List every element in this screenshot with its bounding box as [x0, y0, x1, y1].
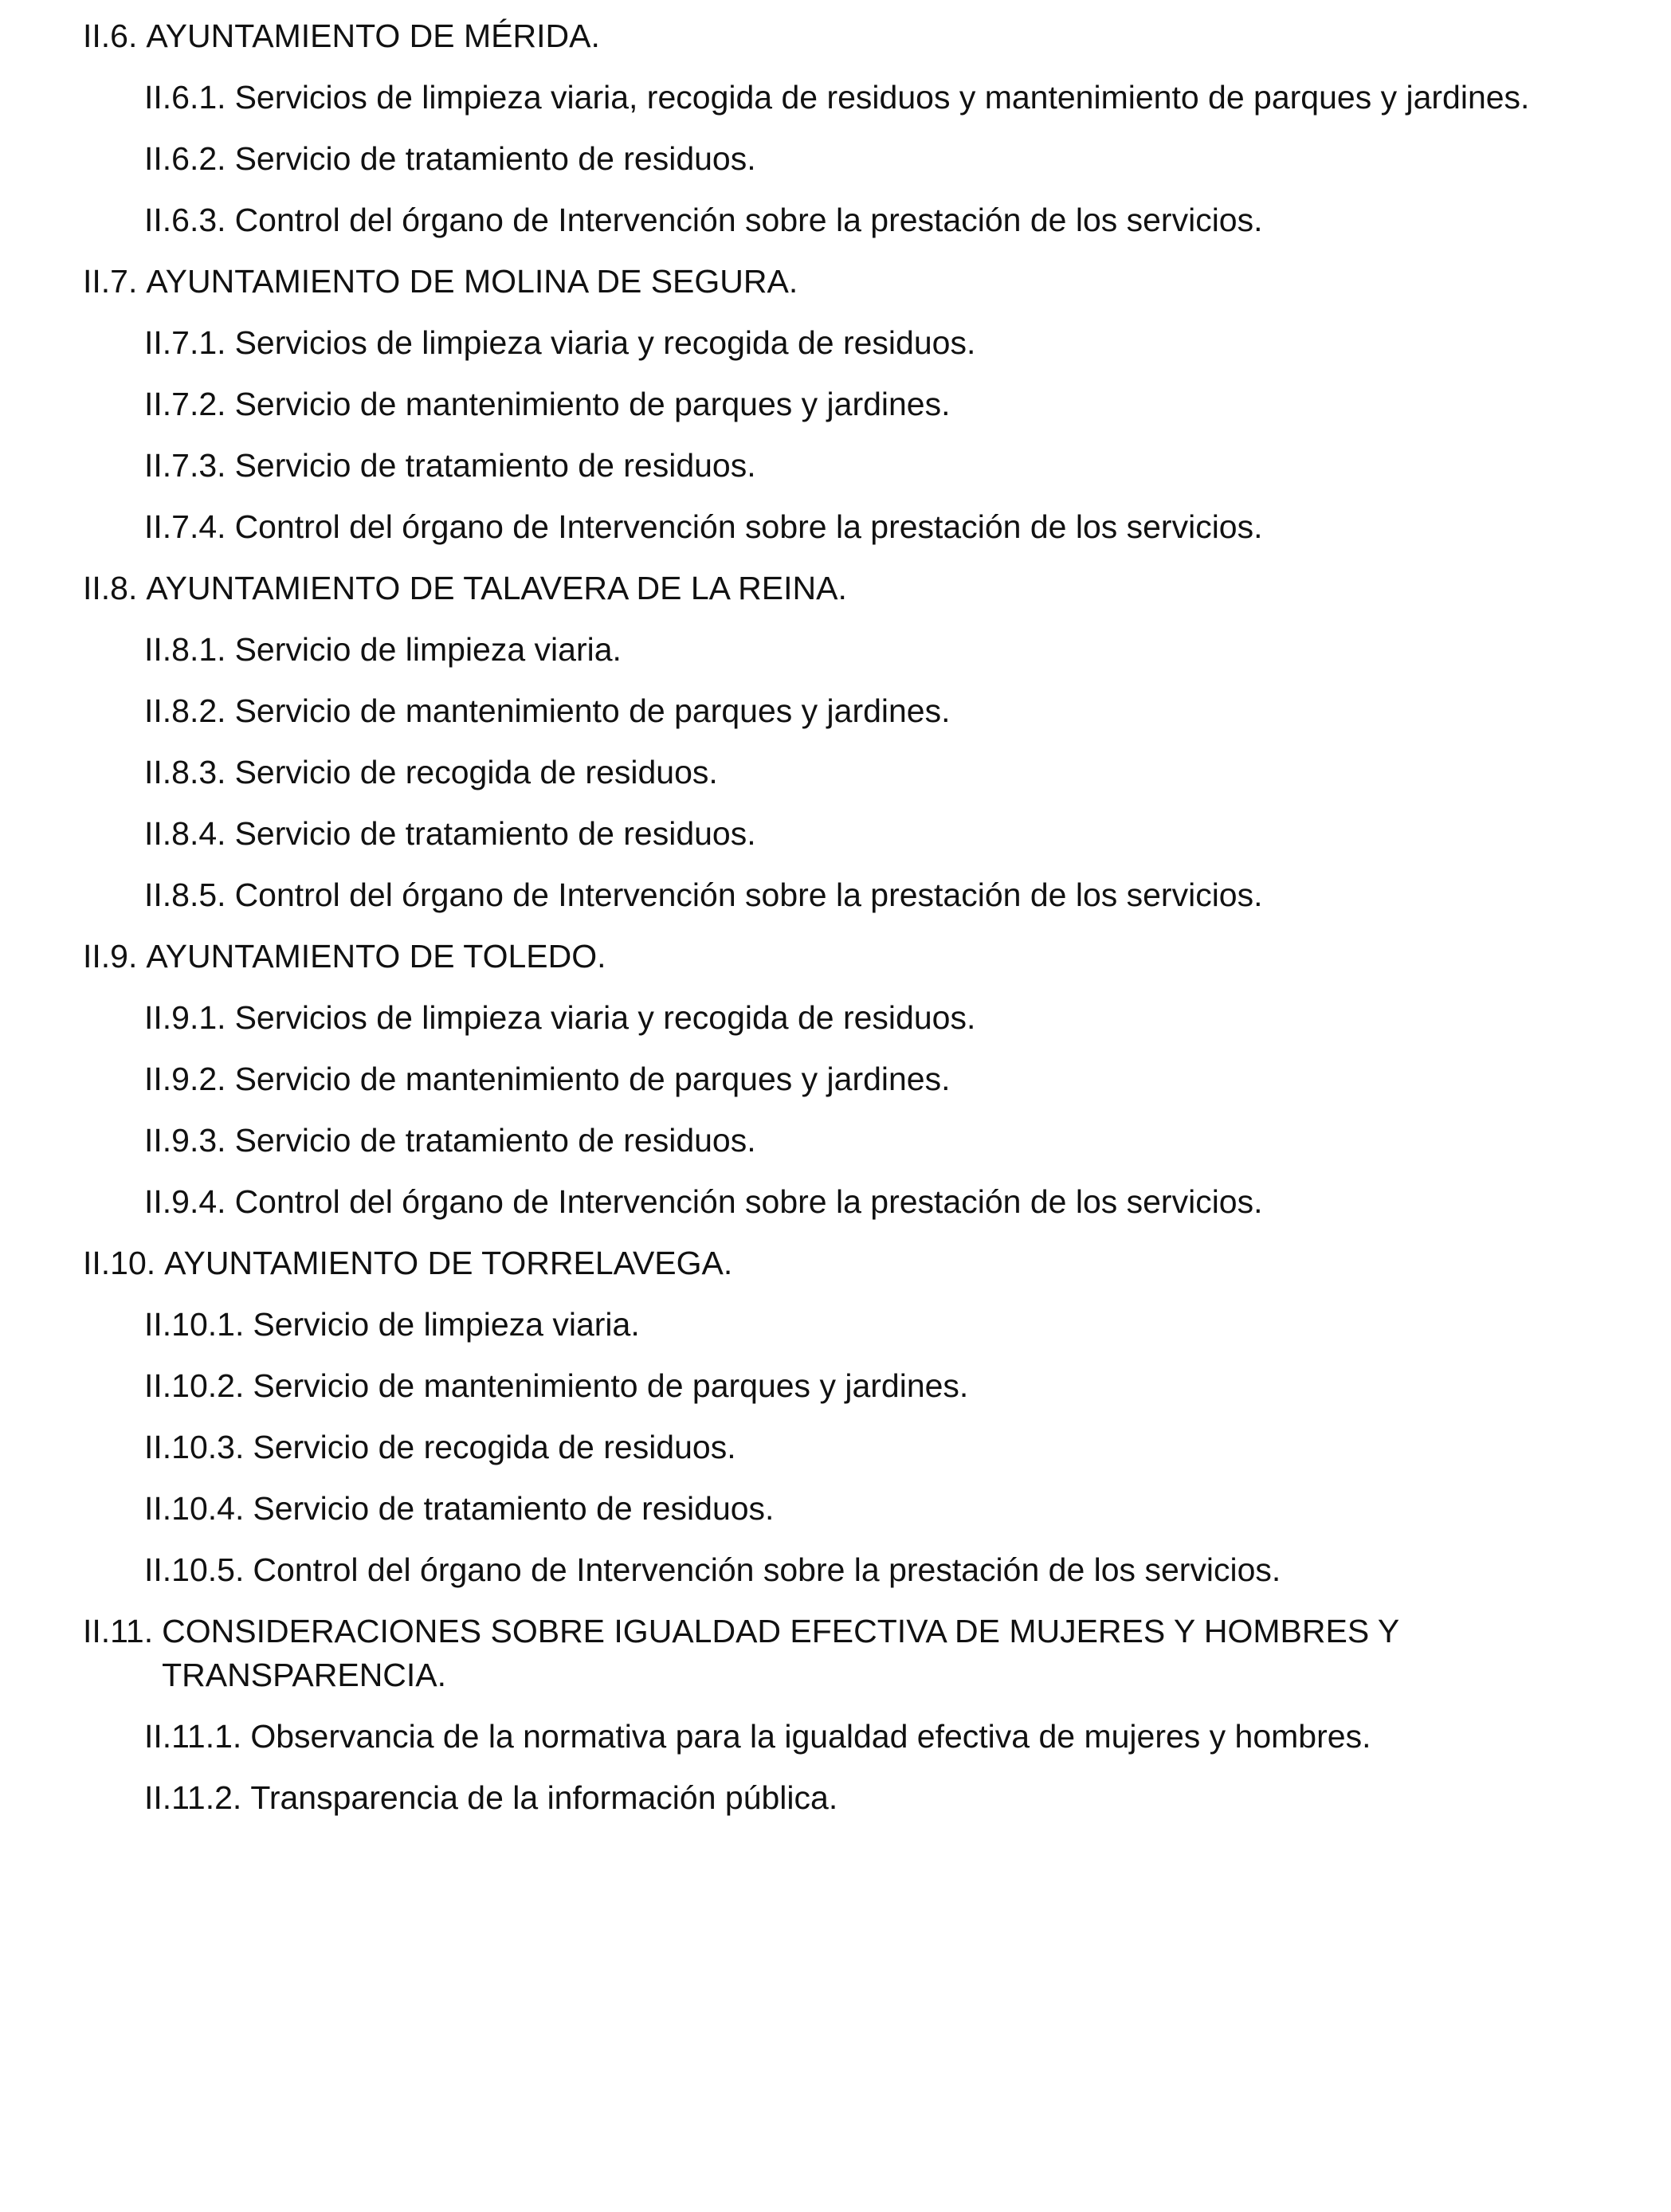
section-number: II.10.: [83, 1245, 156, 1281]
subsection-title: Servicios de limpieza viaria y recogida de residuos.: [234, 999, 976, 1036]
toc-subsection[interactable]: [144, 1364, 1581, 1408]
toc-subsection[interactable]: [144, 1119, 1581, 1163]
subsection-title: Servicio de limpieza viaria.: [253, 1306, 640, 1343]
subsection-number: II.6.1.: [144, 79, 226, 116]
subsection-number: II.8.3.: [144, 754, 226, 790]
toc-subsection[interactable]: [144, 198, 1581, 242]
toc-section-talavera-de-la-reina: [83, 567, 1581, 917]
subsection-number: II.11.2.: [144, 1779, 242, 1816]
subsection-number: II.6.2.: [144, 140, 226, 177]
subsection-number: II.10.5.: [144, 1551, 245, 1588]
section-number: II.9.: [83, 938, 138, 975]
subsection-number: II.10.4.: [144, 1490, 245, 1527]
toc-section-molina-de-segura: [83, 260, 1581, 549]
toc-subsection[interactable]: [144, 628, 1581, 672]
toc-heading[interactable]: [83, 14, 1581, 58]
subsection-title: Control del órgano de Intervención sobre la prestación de los servicios.: [234, 202, 1263, 238]
subsection-number: II.10.1.: [144, 1306, 245, 1343]
toc-subsection[interactable]: [144, 1776, 1581, 1820]
toc-subsection-list: [83, 1303, 1581, 1592]
toc-subsection[interactable]: [144, 812, 1581, 856]
toc-heading[interactable]: [83, 567, 1581, 610]
subsection-title: Servicios de limpieza viaria, recogida de residuos y mantenimiento de parques y jardines.: [234, 79, 1530, 116]
subsection-title: Control del órgano de Intervención sobre la prestación de los servicios.: [253, 1551, 1281, 1588]
subsection-number: II.10.2.: [144, 1367, 245, 1404]
subsection-number: II.9.1.: [144, 999, 226, 1036]
subsection-number: II.8.2.: [144, 692, 226, 729]
section-number: II.6.: [83, 18, 138, 54]
toc-subsection[interactable]: [144, 1715, 1581, 1759]
subsection-title: Servicio de tratamiento de residuos.: [234, 815, 756, 852]
subsection-title: Servicio de tratamiento de residuos.: [234, 1122, 756, 1159]
toc-heading[interactable]: [83, 1610, 1581, 1697]
toc-section-torrelavega: [83, 1241, 1581, 1592]
toc-subsection[interactable]: [144, 996, 1581, 1040]
subsection-number: II.9.4.: [144, 1183, 226, 1220]
subsection-title: Servicios de limpieza viaria y recogida de residuos.: [234, 324, 976, 361]
toc-section-merida: [83, 14, 1581, 242]
subsection-number: II.9.3.: [144, 1122, 226, 1159]
section-title: AYUNTAMIENTO DE MÉRIDA.: [146, 18, 600, 54]
subsection-title: Control del órgano de Intervención sobre la prestación de los servicios.: [234, 1183, 1263, 1220]
subsection-number: II.11.1.: [144, 1718, 242, 1755]
section-title: AYUNTAMIENTO DE TORRELAVEGA.: [164, 1245, 733, 1281]
subsection-title: Servicio de mantenimiento de parques y jardines.: [253, 1367, 969, 1404]
toc-subsection[interactable]: [144, 382, 1581, 426]
toc-subsection[interactable]: [144, 751, 1581, 794]
table-of-contents: [83, 14, 1581, 1837]
toc-heading[interactable]: [83, 260, 1581, 304]
subsection-number: II.8.4.: [144, 815, 226, 852]
toc-subsection[interactable]: [144, 1303, 1581, 1347]
subsection-number: II.7.3.: [144, 447, 226, 484]
toc-subsection[interactable]: [144, 1426, 1581, 1469]
subsection-title: Servicio de mantenimiento de parques y jardines.: [234, 692, 951, 729]
subsection-title: Control del órgano de Intervención sobre la prestación de los servicios.: [234, 877, 1263, 913]
subsection-title: Servicio de tratamiento de residuos.: [234, 447, 756, 484]
section-number: II.11.: [83, 1613, 154, 1649]
toc-subsection[interactable]: [144, 505, 1581, 549]
subsection-number: II.8.5.: [144, 877, 226, 913]
subsection-title: Servicio de recogida de residuos.: [234, 754, 718, 790]
toc-subsection-list: [83, 996, 1581, 1224]
toc-subsection-list: [83, 321, 1581, 549]
toc-subsection-list: [83, 76, 1581, 242]
subsection-number: II.7.2.: [144, 386, 226, 422]
toc-subsection[interactable]: [144, 689, 1581, 733]
toc-subsection[interactable]: [144, 444, 1581, 488]
section-title: AYUNTAMIENTO DE TALAVERA DE LA REINA.: [146, 570, 847, 606]
section-title: AYUNTAMIENTO DE MOLINA DE SEGURA.: [146, 263, 798, 300]
section-title: CONSIDERACIONES SOBRE IGUALDAD EFECTIVA DE MUJERES Y HOMBRES Y TRANSPARENCIA.: [162, 1613, 1399, 1693]
subsection-title: Servicio de tratamiento de residuos.: [234, 140, 756, 177]
toc-subsection[interactable]: [144, 76, 1581, 120]
subsection-title: Servicio de tratamiento de residuos.: [253, 1490, 775, 1527]
subsection-number: II.10.3.: [144, 1429, 245, 1465]
section-number: II.7.: [83, 263, 138, 300]
toc-subsection-list: [83, 628, 1581, 917]
toc-subsection[interactable]: [144, 321, 1581, 365]
subsection-title: Servicio de limpieza viaria.: [234, 631, 622, 668]
subsection-title: Servicio de recogida de residuos.: [253, 1429, 736, 1465]
toc-subsection[interactable]: [144, 137, 1581, 181]
toc-section-igualdad-transparencia: [83, 1610, 1581, 1820]
section-number: II.8.: [83, 570, 138, 606]
subsection-number: II.6.3.: [144, 202, 226, 238]
subsection-number: II.7.4.: [144, 508, 226, 545]
toc-subsection[interactable]: [144, 1057, 1581, 1101]
toc-subsection[interactable]: [144, 873, 1581, 917]
toc-section-toledo: [83, 935, 1581, 1224]
toc-subsection[interactable]: [144, 1180, 1581, 1224]
toc-heading[interactable]: [83, 1241, 1581, 1285]
subsection-number: II.7.1.: [144, 324, 226, 361]
subsection-title: Control del órgano de Intervención sobre la prestación de los servicios.: [234, 508, 1263, 545]
subsection-number: II.8.1.: [144, 631, 226, 668]
subsection-title: Observancia de la normativa para la igualdad efectiva de mujeres y hombres.: [250, 1718, 1371, 1755]
subsection-title: Transparencia de la información pública.: [250, 1779, 838, 1816]
toc-subsection[interactable]: [144, 1487, 1581, 1531]
section-title: AYUNTAMIENTO DE TOLEDO.: [146, 938, 606, 975]
subsection-number: II.9.2.: [144, 1061, 226, 1097]
toc-heading[interactable]: [83, 935, 1581, 979]
toc-subsection[interactable]: [144, 1548, 1581, 1592]
subsection-title: Servicio de mantenimiento de parques y jardines.: [234, 386, 951, 422]
subsection-title: Servicio de mantenimiento de parques y jardines.: [234, 1061, 951, 1097]
toc-subsection-list: [83, 1715, 1581, 1820]
